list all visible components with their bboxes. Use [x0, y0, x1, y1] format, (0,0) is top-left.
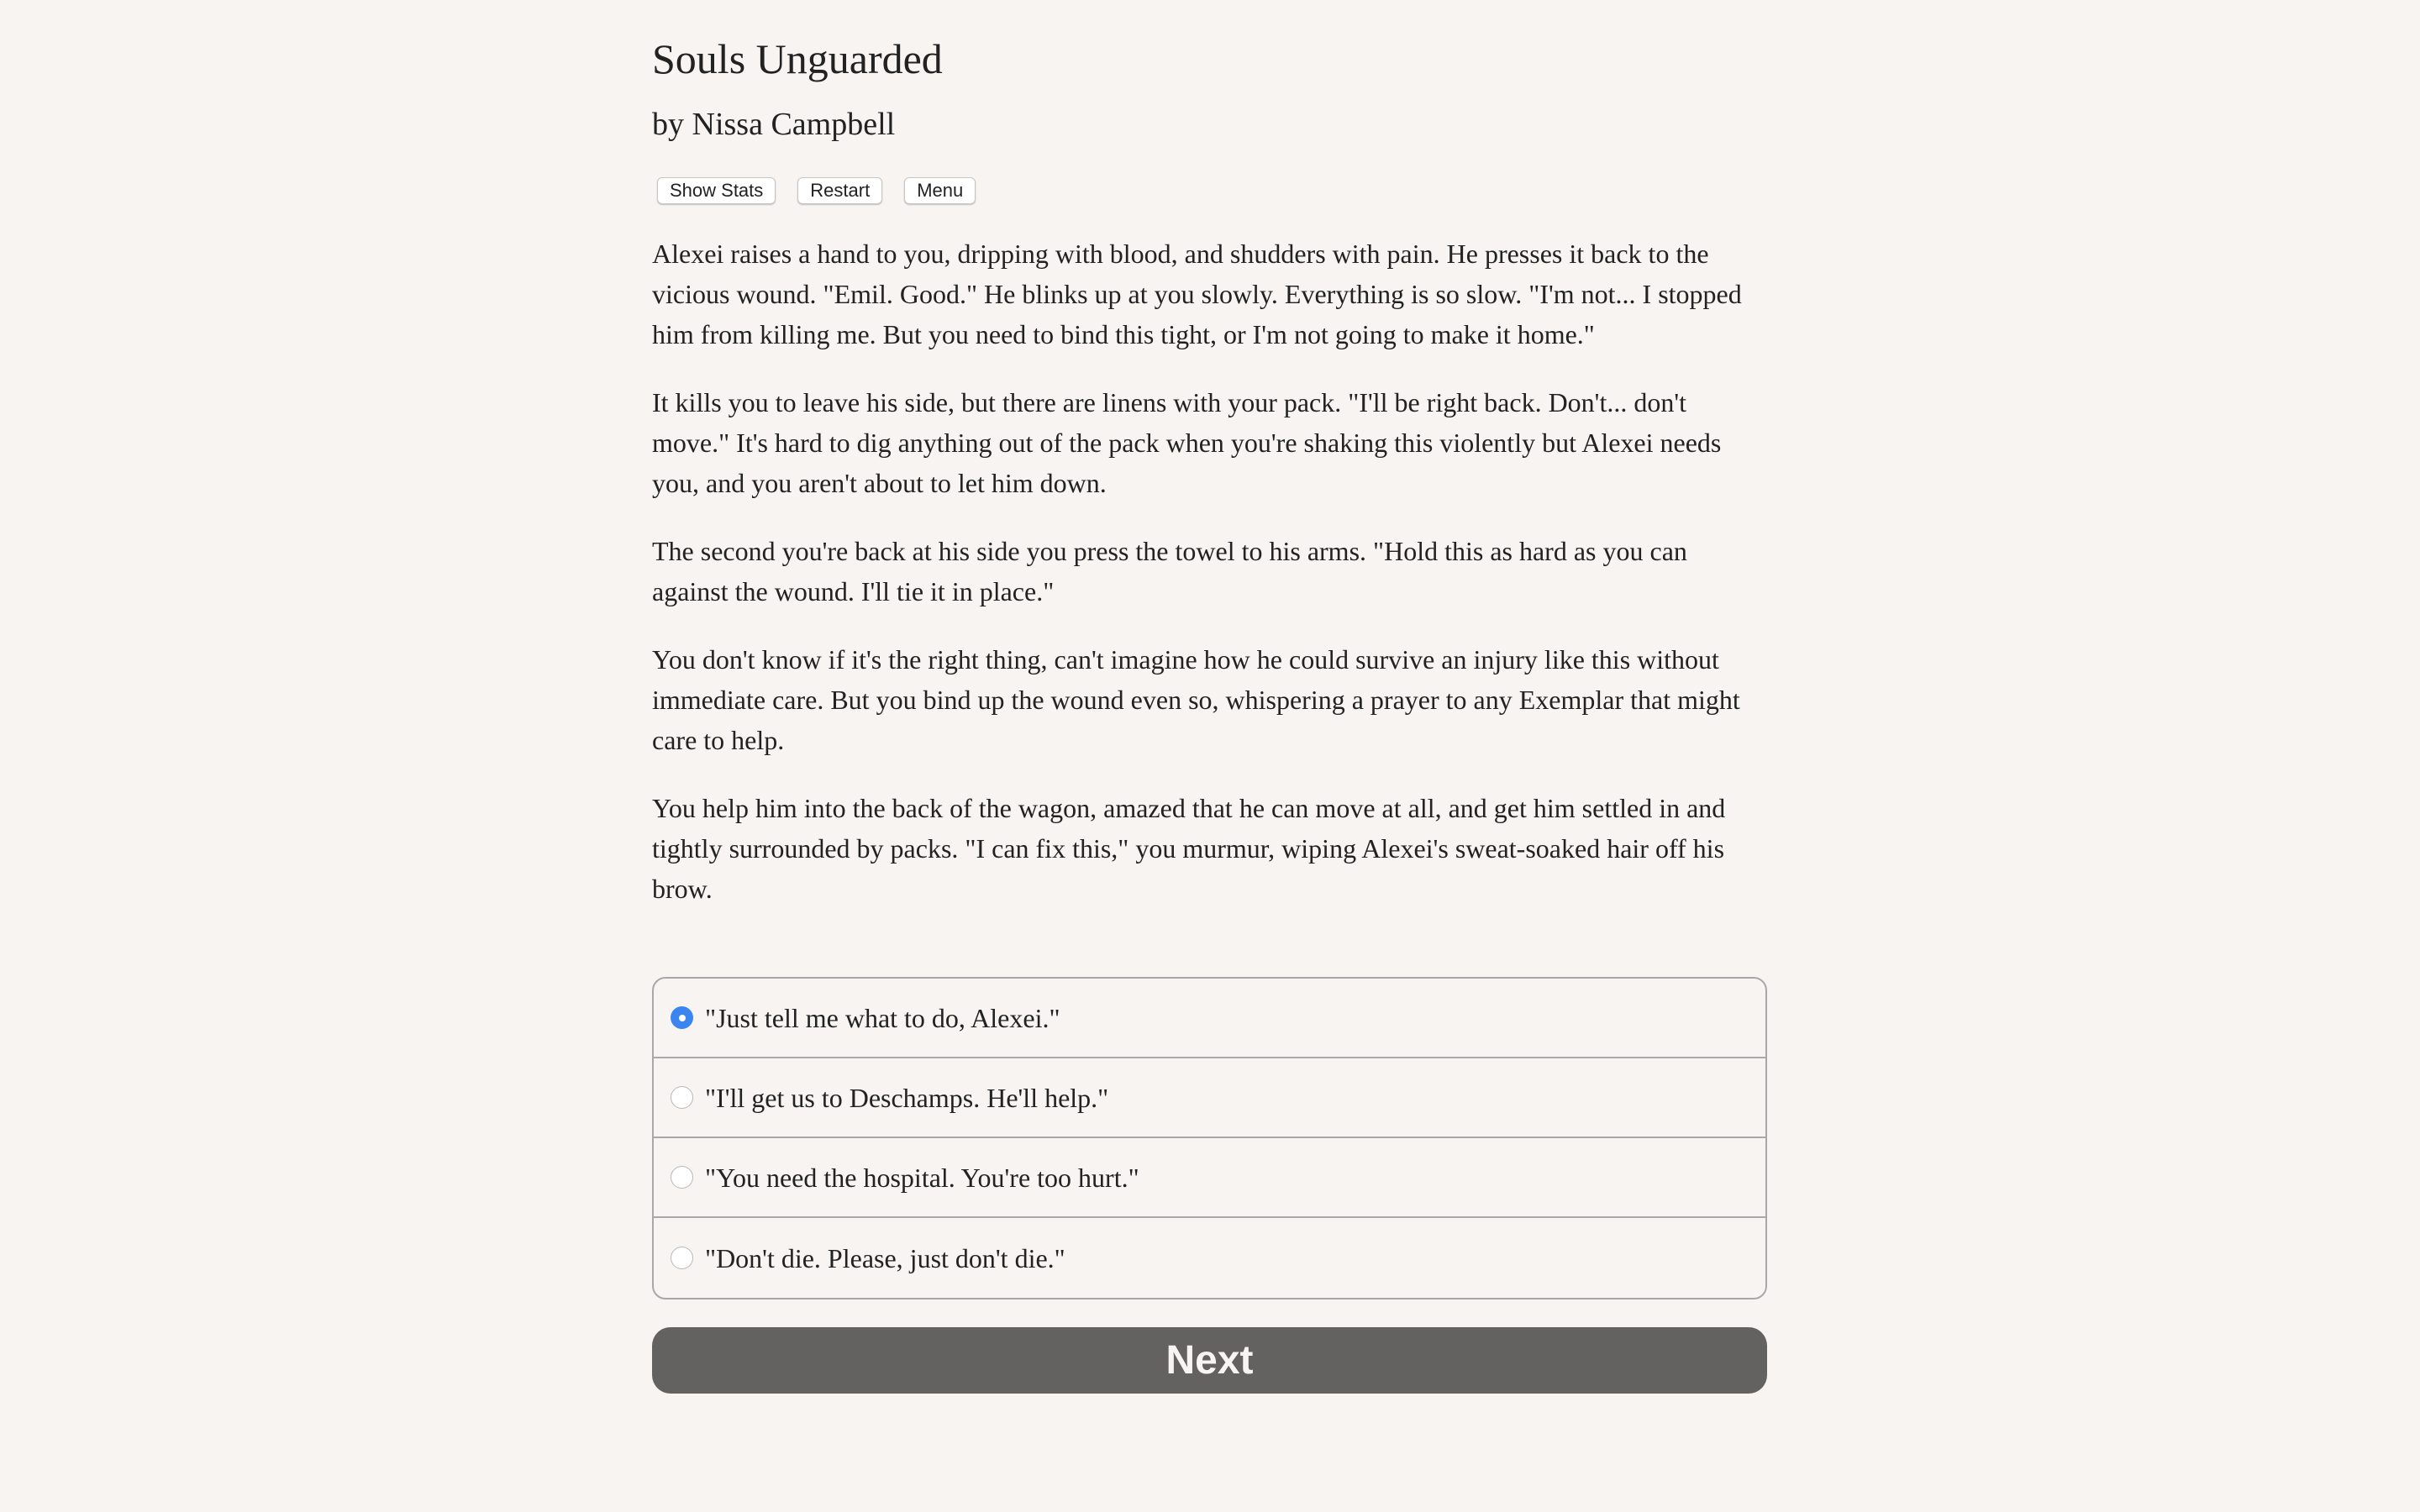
restart-button[interactable]: Restart [797, 177, 882, 204]
choice-label: "Don't die. Please, just don't die." [705, 1242, 1065, 1273]
choice-label: "Just tell me what to do, Alexei." [705, 1002, 1060, 1033]
radio-unselected-icon[interactable] [671, 1166, 693, 1189]
choice-option-1[interactable] [654, 979, 1765, 1058]
menu-button[interactable]: Menu [904, 177, 976, 204]
radio-selected-icon[interactable] [671, 1006, 693, 1029]
story-paragraph: Alexei raises a hand to you, dripping with blood, and shudders with pain. He presses it back to the vicious wound. "Emil. Good." He blinks up at you slowly. Everything is so slow. "I'm not... I stopped him from killing me. But you need to bind this tight, or I'm not going to make it home." [652, 239, 1742, 349]
story-text [652, 234, 1767, 937]
choice-option-2[interactable] [654, 1058, 1765, 1138]
story-paragraph: It kills you to leave his side, but there are linens with your pack. "I'll be right back. Don't... don't move." It's hard to dig anything out of the pack when you're shaking this violently but Alexei needs you, and you aren't about to let him down. [652, 387, 1722, 498]
choice-label: "I'll get us to Deschamps. He'll help." [705, 1082, 1109, 1113]
story-paragraph: The second you're back at his side you press the towel to his arms. "Hold this as hard as you can against the wound. I'll tie it in place." [652, 536, 1687, 606]
choice-option-3[interactable] [654, 1138, 1765, 1218]
choice-list [652, 977, 1767, 1299]
choice-option-4[interactable] [654, 1218, 1765, 1298]
choice-label: "You need the hospital. You're too hurt." [705, 1162, 1139, 1193]
radio-unselected-icon[interactable] [671, 1086, 693, 1109]
show-stats-button[interactable]: Show Stats [657, 177, 776, 204]
toolbar [657, 177, 976, 204]
story-paragraph: You don't know if it's the right thing, can't imagine how he could survive an injury like this without immediate care. But you bind up the wound even so, whispering a prayer to any Exemplar that might care to help. [652, 644, 1740, 755]
next-button[interactable]: Next [652, 1327, 1767, 1394]
radio-unselected-icon[interactable] [671, 1247, 693, 1269]
author-byline: by Nissa Campbell [652, 107, 896, 142]
story-paragraph: You help him into the back of the wagon, amazed that he can move at all, and get him settled in and tightly surrounded by packs. "I can fix this," you murmur, wiping Alexei's sweat-soaked hair off his brow. [652, 793, 1726, 904]
game-title: Souls Unguarded [652, 35, 943, 82]
